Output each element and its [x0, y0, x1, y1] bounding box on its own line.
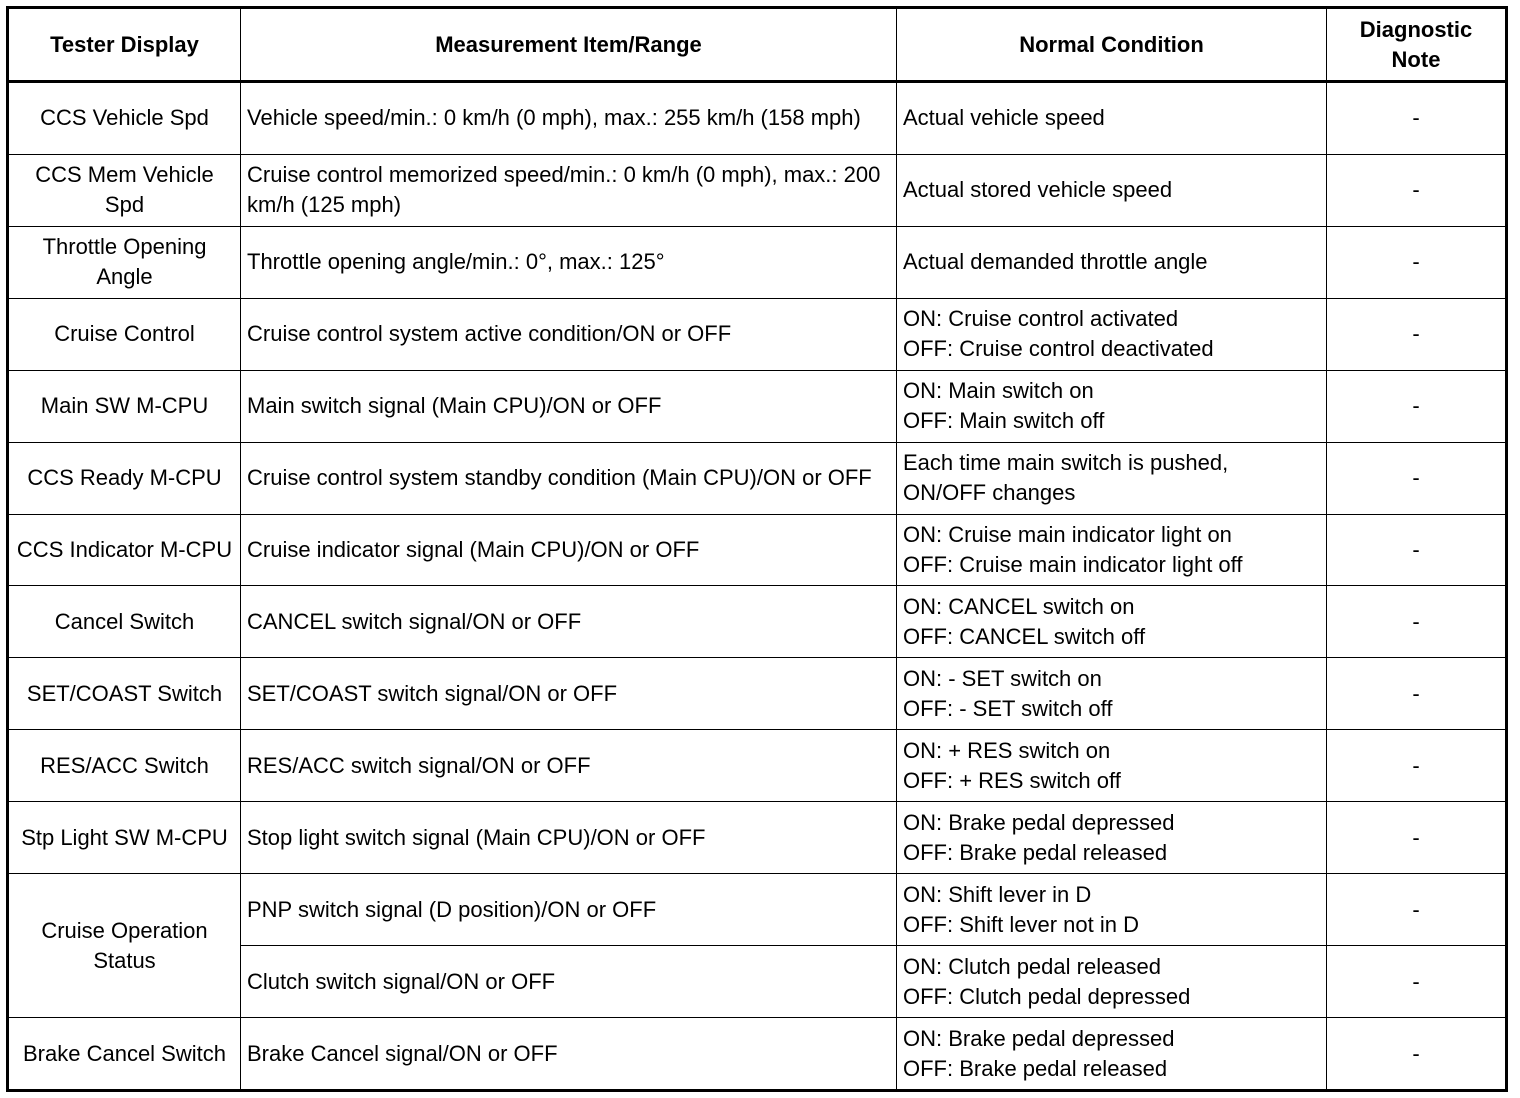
header-tester-display: Tester Display	[8, 8, 241, 82]
tester-display-cell: Cruise Control	[8, 298, 241, 370]
table-row	[8, 874, 1507, 946]
normal-condition-line: OFF: Cruise main indicator light off	[903, 552, 1243, 577]
normal-condition-line: ON: Main switch on	[903, 378, 1094, 404]
normal-condition-cell	[897, 586, 1327, 658]
diagnostic-note-cell: -	[1327, 226, 1507, 298]
normal-condition-cell	[897, 82, 1327, 155]
table-row	[8, 802, 1507, 874]
normal-condition-cell	[897, 154, 1327, 226]
normal-condition-cell	[897, 442, 1327, 514]
normal-condition-line: Each time main switch is pushed,	[903, 450, 1229, 476]
header-diagnostic-note: Diagnostic Note	[1327, 8, 1507, 82]
measurement-cell: PNP switch signal (D position)/ON or OFF	[241, 874, 897, 946]
normal-condition-line: OFF: CANCEL switch off	[903, 623, 1146, 649]
measurement-cell: Stop light switch signal (Main CPU)/ON or OFF	[241, 802, 897, 874]
tester-display-cell: CCS Mem Vehicle Spd	[8, 154, 241, 226]
table-row	[8, 154, 1507, 226]
normal-condition-cell	[897, 730, 1327, 802]
table-row	[8, 514, 1507, 586]
normal-condition-line: ON/OFF changes	[903, 480, 1076, 506]
normal-condition-cell	[897, 514, 1327, 586]
diagnostic-note-cell: -	[1327, 298, 1507, 370]
table-row	[8, 1018, 1507, 1091]
table-row	[8, 226, 1507, 298]
normal-condition-cell	[897, 802, 1327, 874]
header-row	[8, 8, 1507, 82]
normal-condition-cell	[897, 370, 1327, 442]
tester-display-cell: CCS Vehicle Spd	[8, 82, 241, 155]
normal-condition-cell	[897, 1018, 1327, 1091]
normal-condition-line: OFF: Brake pedal released	[903, 1055, 1168, 1081]
tester-display-cell: RES/ACC Switch	[8, 730, 241, 802]
table-row	[8, 442, 1507, 514]
measurement-cell: RES/ACC switch signal/ON or OFF	[241, 730, 897, 802]
diagnostic-note-cell: -	[1327, 946, 1507, 1018]
diagnostic-note-cell: -	[1327, 154, 1507, 226]
normal-condition-line: ON: CANCEL switch on	[903, 593, 1135, 619]
normal-condition-line: OFF: Clutch pedal depressed	[903, 983, 1191, 1009]
measurement-cell: Throttle opening angle/min.: 0°, max.: 125°	[241, 226, 897, 298]
table-row	[8, 730, 1507, 802]
normal-condition-cell	[897, 298, 1327, 370]
diagnostic-note-cell: -	[1327, 82, 1507, 155]
diagnostic-note-cell: -	[1327, 442, 1507, 514]
diagnostic-note-cell: -	[1327, 514, 1507, 586]
diagnostic-note-cell: -	[1327, 874, 1507, 946]
normal-condition-line: Actual demanded throttle angle	[903, 249, 1208, 275]
normal-condition-line: ON: Shift lever in D	[903, 881, 1092, 907]
normal-condition-line: ON: Cruise control activated	[903, 306, 1179, 332]
normal-condition-line: ON: + RES switch on	[903, 737, 1111, 763]
diagnostic-note-cell: -	[1327, 1018, 1507, 1091]
tester-display-cell: Brake Cancel Switch	[8, 1018, 241, 1091]
diagnostic-note-cell: -	[1327, 370, 1507, 442]
measurement-cell: Clutch switch signal/ON or OFF	[241, 946, 897, 1018]
diagnostic-note-cell: -	[1327, 730, 1507, 802]
normal-condition-line: OFF: Brake pedal released	[903, 839, 1168, 865]
tester-display-cell: Main SW M-CPU	[8, 370, 241, 442]
normal-condition-line: Actual stored vehicle speed	[903, 177, 1173, 203]
normal-condition-cell	[897, 874, 1327, 946]
table-row	[8, 82, 1507, 155]
normal-condition-line: OFF: + RES switch off	[903, 767, 1121, 793]
table-row	[8, 298, 1507, 370]
tester-display-cell: SET/COAST Switch	[8, 658, 241, 730]
tester-display-cell: Cruise Operation Status	[8, 874, 241, 1018]
header-normal-condition: Normal Condition	[897, 8, 1327, 82]
normal-condition-cell	[897, 658, 1327, 730]
tester-display-cell: Stp Light SW M-CPU	[8, 802, 241, 874]
header-measurement-item: Measurement Item/Range	[241, 8, 897, 82]
normal-condition-line: ON: Clutch pedal released	[903, 953, 1162, 979]
normal-condition-line: OFF: Main switch off	[903, 408, 1105, 434]
measurement-cell: SET/COAST switch signal/ON or OFF	[241, 658, 897, 730]
normal-condition-line: OFF: Shift lever not in D	[903, 911, 1139, 937]
normal-condition-cell	[897, 946, 1327, 1018]
tester-display-cell: Cancel Switch	[8, 586, 241, 658]
diagnostic-note-cell: -	[1327, 586, 1507, 658]
measurement-cell: Cruise control memorized speed/min.: 0 km/h (0 mph), max.: 200 km/h (125 mph)	[241, 154, 897, 226]
normal-condition-line: Actual vehicle speed	[903, 105, 1105, 131]
tester-display-cell: Throttle Opening Angle	[8, 226, 241, 298]
measurement-cell: Brake Cancel signal/ON or OFF	[241, 1018, 897, 1091]
measurement-cell: Vehicle speed/min.: 0 km/h (0 mph), max.: 255 km/h (158 mph)	[241, 82, 897, 155]
normal-condition-line: ON: Brake pedal depressed	[903, 809, 1175, 835]
normal-condition-line: ON: Brake pedal depressed	[903, 1025, 1175, 1051]
measurement-cell: CANCEL switch signal/ON or OFF	[241, 586, 897, 658]
normal-condition-line: OFF: - SET switch off	[903, 695, 1113, 721]
tester-display-cell: CCS Ready M-CPU	[8, 442, 241, 514]
table-row	[8, 658, 1507, 730]
table-row	[8, 370, 1507, 442]
diagnostic-note-cell: -	[1327, 658, 1507, 730]
normal-condition-line: ON: - SET switch on	[903, 665, 1102, 691]
measurement-cell: Cruise control system active condition/ON or OFF	[241, 298, 897, 370]
measurement-cell: Cruise control system standby condition (Main CPU)/ON or OFF	[241, 442, 897, 514]
diagnostic-note-cell: -	[1327, 802, 1507, 874]
normal-condition-cell	[897, 226, 1327, 298]
measurement-cell: Main switch signal (Main CPU)/ON or OFF	[241, 370, 897, 442]
normal-condition-line: OFF: Cruise control deactivated	[903, 336, 1214, 362]
table-row	[8, 586, 1507, 658]
tester-display-cell: CCS Indicator M-CPU	[8, 514, 241, 586]
normal-condition-line: ON: Cruise main indicator light on	[903, 522, 1232, 547]
data-list-table	[6, 6, 1508, 1092]
measurement-cell: Cruise indicator signal (Main CPU)/ON or OFF	[241, 514, 897, 586]
